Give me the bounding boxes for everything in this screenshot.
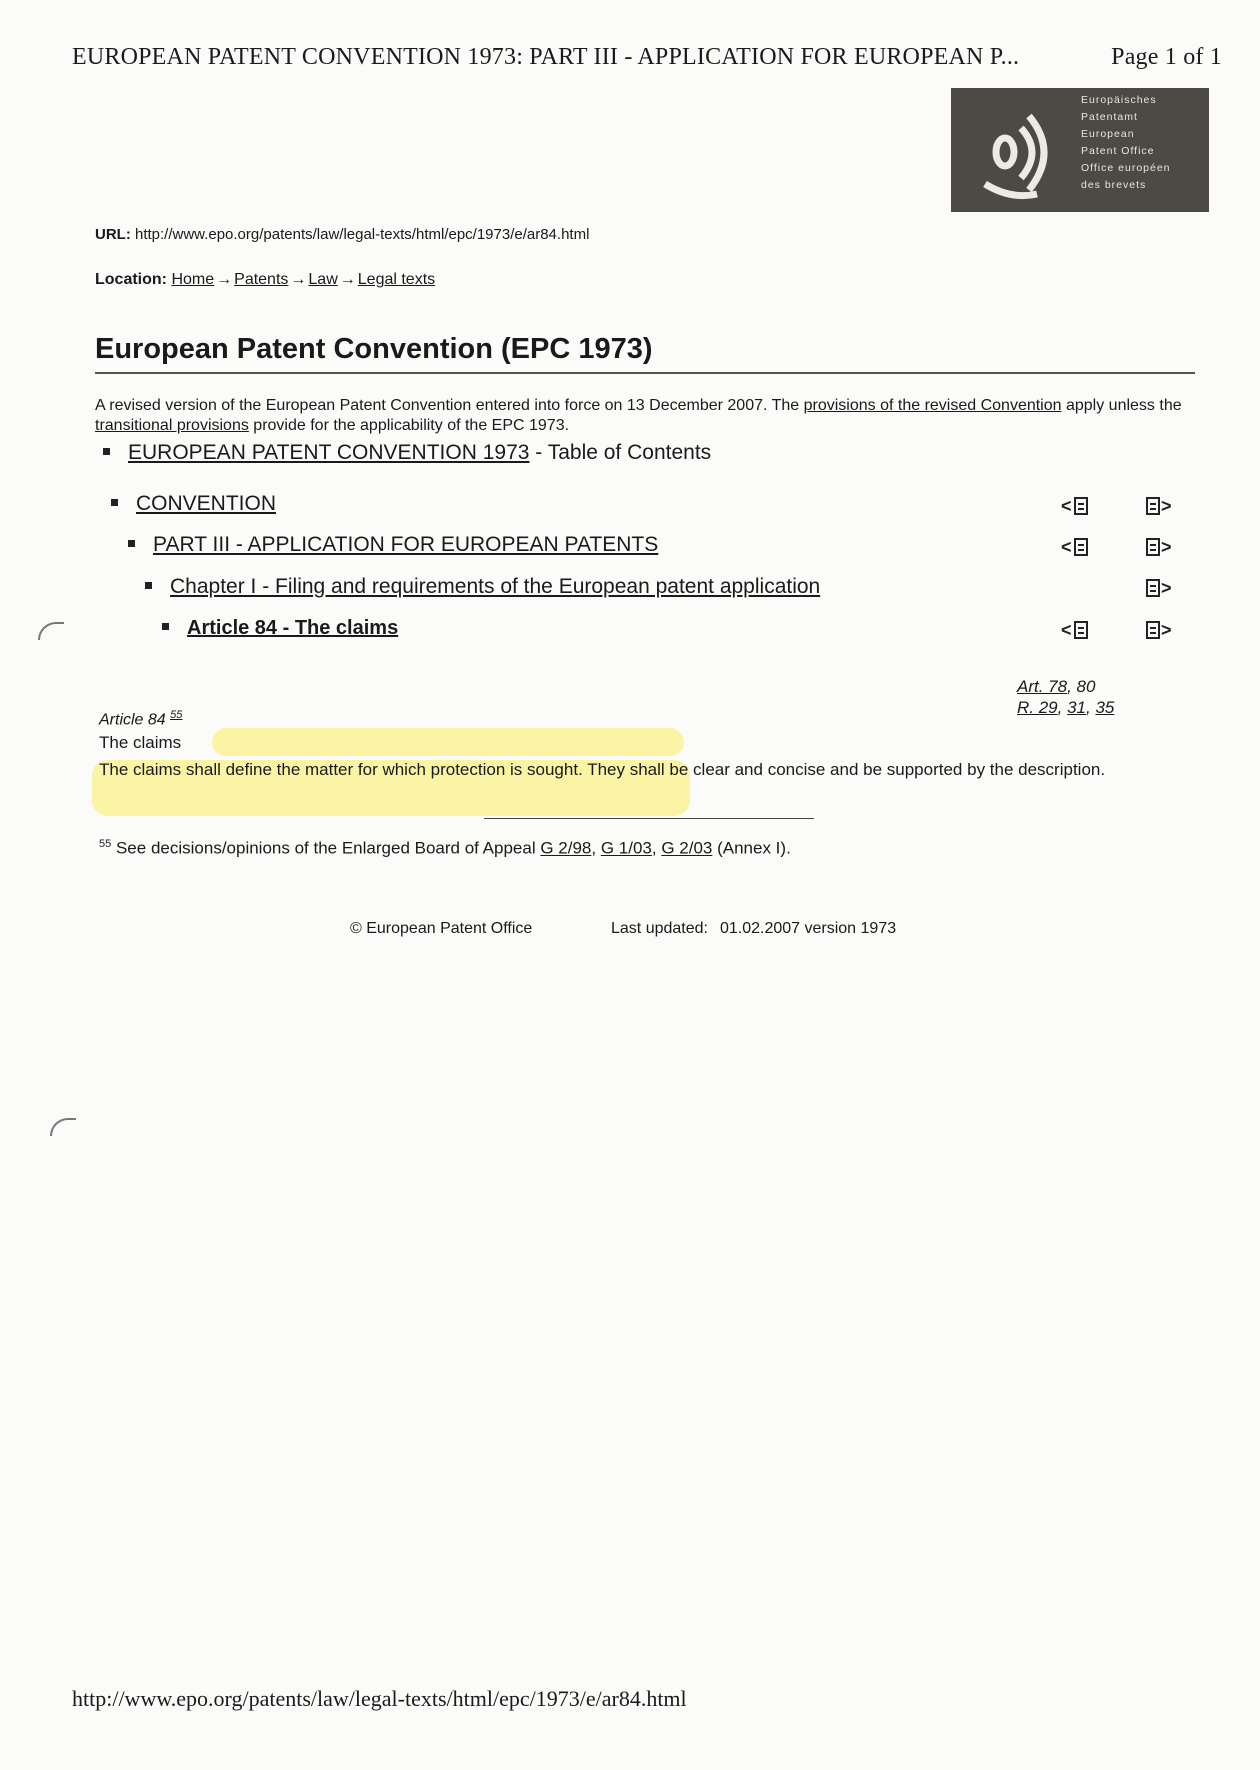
bullet-icon <box>103 448 110 455</box>
last-updated <box>611 920 896 938</box>
article-heading-text: Article 84 <box>99 711 166 729</box>
previous-page-icon[interactable]: < <box>1061 536 1093 560</box>
toc-part-link[interactable]: PART III - APPLICATION FOR EUROPEAN PATENTS <box>153 533 659 556</box>
toc-chapter-link[interactable]: Chapter I - Filing and requirements of the European patent application <box>170 575 821 598</box>
refs-articles <box>1017 676 1114 697</box>
decision-g-2-98-link[interactable]: G 2/98 <box>540 838 592 858</box>
breadcrumb <box>95 271 435 289</box>
epo-logo-icon <box>963 98 1073 202</box>
claims-label: The claims <box>99 733 182 752</box>
last-updated-label: Last updated: <box>611 920 708 937</box>
article-cross-references <box>1017 676 1114 718</box>
breadcrumb-arrow-icon: → <box>216 271 233 288</box>
next-page-icon[interactable]: > <box>1144 536 1176 560</box>
bullet-icon <box>145 582 152 589</box>
toc-part <box>128 533 658 557</box>
logo-name-fr-2: des brevets <box>1081 179 1147 191</box>
next-page-icon[interactable]: > <box>1144 619 1176 643</box>
next-page-icon[interactable]: > <box>1144 495 1176 519</box>
footnote-number: 55 <box>99 838 112 850</box>
ref-rule-35[interactable]: 35 <box>1095 698 1115 717</box>
next-page-icon[interactable]: > <box>1144 577 1176 601</box>
breadcrumb-law[interactable]: Law <box>308 271 338 288</box>
ref-rule-29[interactable]: R. 29 <box>1017 698 1058 717</box>
breadcrumb-label: Location: <box>95 271 167 288</box>
breadcrumb-legal-texts[interactable]: Legal texts <box>357 271 436 288</box>
toc-convention <box>111 492 276 516</box>
copyright: © European Patent Office <box>350 920 533 937</box>
page-title: European Patent Convention (EPC 1973) <box>95 333 653 365</box>
title-divider <box>95 372 1195 374</box>
breadcrumb-arrow-icon: → <box>290 271 307 288</box>
print-header-title: EUROPEAN PATENT CONVENTION 1973: PART III - APPLICATION FOR EUROPEAN P... <box>72 44 1020 70</box>
intro-paragraph <box>95 396 1205 436</box>
breadcrumb-home[interactable]: Home <box>171 271 215 288</box>
url-line <box>95 226 589 243</box>
breadcrumb-patents[interactable]: Patents <box>234 271 289 288</box>
decision-g-2-03-link[interactable]: G 2/03 <box>661 838 713 858</box>
revised-convention-link[interactable]: provisions of the revised Convention <box>803 397 1062 414</box>
last-updated-value: 01.02.2007 version 1973 <box>719 920 897 937</box>
intro-text-1: A revised version of the European Patent Convention entered into force on 13 December 2007. The <box>95 397 804 414</box>
logo-name-de-1: Europäisches <box>1081 94 1157 106</box>
toc-chapter <box>145 575 820 599</box>
print-footer-url: http://www.epo.org/patents/law/legal-texts/html/epc/1973/e/ar84.html <box>72 1686 687 1711</box>
url-value: http://www.epo.org/patents/law/legal-texts/html/epc/1973/e/ar84.html <box>135 226 590 243</box>
toc-article-link[interactable]: Article 84 - The claims <box>187 617 399 639</box>
logo-names <box>1081 94 1171 196</box>
toc-root-link[interactable]: EUROPEAN PATENT CONVENTION 1973 <box>128 441 530 464</box>
print-header-page: Page 1 of 1 <box>1111 44 1222 70</box>
footnote-tail: (Annex I). <box>712 838 791 858</box>
toc-root-suffix: - Table of Contents <box>529 441 712 464</box>
claims-text: The claims shall define the matter for which protection is sought. They shall be clear and concise and be supported by the description. <box>99 760 1106 779</box>
toc-convention-link[interactable]: CONVENTION <box>136 492 277 515</box>
previous-page-icon[interactable]: < <box>1061 619 1093 643</box>
footnote: $^{55}$ See decisions/opinions of the Enlarged Board of Appeal G 2/98, G 1/03, G 2/03 (Annex I). <box>99 838 791 858</box>
logo-name-en-2: Patent Office <box>1081 145 1155 157</box>
scan-mark <box>38 622 64 640</box>
bullet-icon <box>162 623 169 630</box>
logo-name-de-2: Patentamt <box>1081 111 1138 123</box>
ref-art-78[interactable]: Art. 78 <box>1017 677 1068 696</box>
previous-page-icon[interactable]: < <box>1061 495 1093 519</box>
refs-rules: R. 29, 31, 35 <box>1017 698 1115 717</box>
footnote-divider <box>484 818 814 819</box>
footnote-ref-link[interactable]: 55 <box>170 709 183 721</box>
scan-mark <box>50 1118 76 1136</box>
ref-rule-31[interactable]: 31 <box>1067 698 1087 717</box>
footnote-text: See decisions/opinions of the Enlarged Board of Appeal <box>111 838 541 858</box>
highlighter-mark <box>212 728 684 756</box>
breadcrumb-arrow-icon: → <box>339 271 356 288</box>
intro-text-3: provide for the applicability of the EPC 1973. <box>248 417 570 434</box>
logo-name-fr-1: Office européen <box>1081 162 1171 174</box>
ref-art-80: , 80 <box>1067 677 1096 696</box>
transitional-provisions-link[interactable]: transitional provisions <box>95 417 249 434</box>
intro-text-2: apply unless the <box>1061 397 1182 414</box>
bullet-icon <box>111 499 118 506</box>
toc-article <box>162 617 398 640</box>
decision-g-1-03-link[interactable]: G 1/03 <box>600 838 652 858</box>
bullet-icon <box>128 540 135 547</box>
logo-name-en-1: European <box>1081 128 1135 140</box>
toc-root <box>103 441 711 465</box>
print-header <box>72 44 1222 71</box>
url-label: URL: <box>95 226 131 243</box>
epo-logo <box>951 88 1209 212</box>
article-heading <box>99 709 182 729</box>
